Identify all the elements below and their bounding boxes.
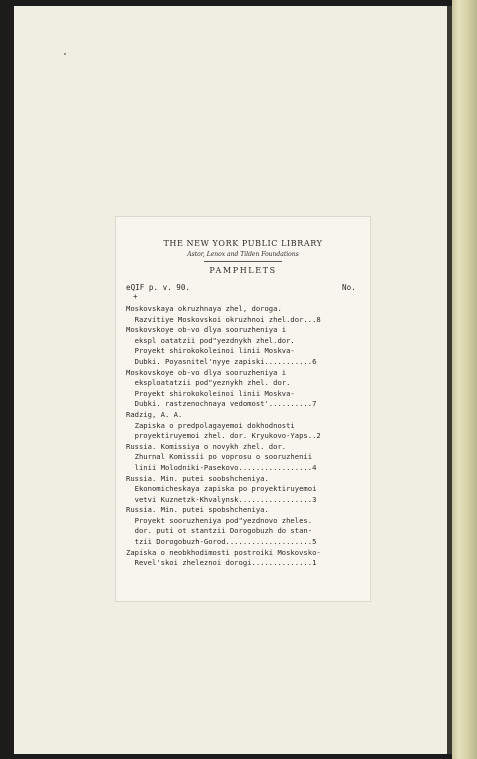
board-speck <box>64 53 66 55</box>
list-item: Dubki. rastzenochnaya vedomost'..........7 <box>126 399 317 409</box>
header-rule <box>204 261 282 262</box>
book-spine-page-edges <box>452 0 477 759</box>
number-label: No. <box>342 283 356 292</box>
list-item: Moskovskaya okruzhnaya zhel, doroga. <box>126 304 282 313</box>
list-item: Russia. Min. putei soobshcheniya. <box>126 473 269 483</box>
list-item: ekspl oatatzii pod"yezdnykh zhel.dor. <box>126 335 295 345</box>
list-item: dor. puti ot stantzii Dorogobuzh do stan- <box>126 526 313 536</box>
list-item: Proyekt shirokokoleinoi linii Moskva- <box>126 346 295 356</box>
list-item: Ekonomicheskaya zapiska po proyektiruyemoi <box>126 484 317 494</box>
list-item: Proyekt shirokokoleinoi linii Moskva- <box>126 388 295 398</box>
library-foundations: Astor, Lenox and Tilden Foundations <box>187 251 299 258</box>
pamphlet-contents-list <box>126 304 366 569</box>
section-label: PAMPHLETS <box>209 266 277 275</box>
list-item: eksploatatzii pod"yeznykh zhel. dor. <box>126 378 291 388</box>
list-item: Zapiska o neobkhodimosti postroiki Moskovsko- <box>126 547 321 557</box>
list-item: Moskovskoye ob-vo dlya sooruzheniya i <box>126 367 287 377</box>
list-item: vetvi Kuznetzk-Khvalynsk.................3 <box>126 494 317 504</box>
list-item: tzii Dorogobuzh-Gorod....................5 <box>126 537 317 547</box>
list-item: Radzig, A. A. <box>126 409 183 419</box>
list-item: Russia. Min. putei spobshcheniya. <box>126 505 269 515</box>
list-item: Dubki. Poyasnitel'nyye zapiski...........6 <box>126 356 317 366</box>
list-item: Russia. Komissiya o novykh zhel. dor. <box>126 441 287 451</box>
list-item: Proyekt sooruzheniya pod"yezdnovo zheles. <box>126 515 313 525</box>
call-number: eQIF p. v. 90. <box>126 283 191 292</box>
list-item: proyektiruyemoi zhel. dor. Kryukovo-Yaps..2 <box>126 431 321 441</box>
list-item: Moskovskoye ob-vo dlya sooruzheniya i <box>126 325 287 335</box>
list-item: Zhurnal Komissii po voprosu o sooruzhenii <box>126 452 313 462</box>
list-item: linii Molodniki-Pasekovo.................4 <box>126 462 317 472</box>
list-item: Revel'skoi zheleznoi dorogi..............1 <box>126 558 317 568</box>
list-item: Razvitiye Moskovskoi okruzhnoi zhel.dor...8 <box>126 314 321 324</box>
call-number-plus: + <box>133 292 138 301</box>
list-item: Zapiska o predpolagayemoi dokhodnosti <box>126 420 295 430</box>
catalog-slip <box>116 217 370 601</box>
library-name: THE NEW YORK PUBLIC LIBRARY <box>163 239 323 248</box>
